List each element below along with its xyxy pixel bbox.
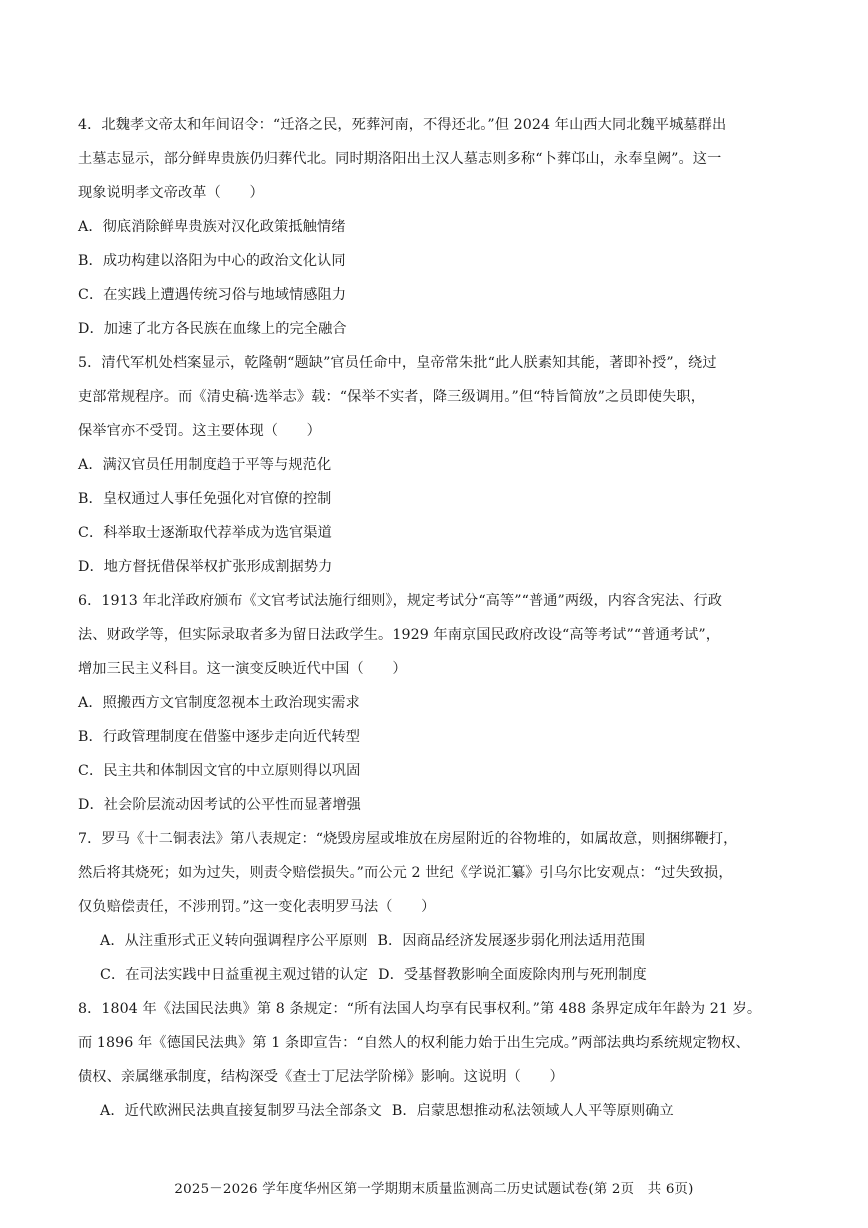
option-a: A．满汉官员任用制度趋于平等与规范化 bbox=[78, 457, 332, 473]
option-d: D．受基督教影响全面废除肉刑与死刑制度 bbox=[378, 967, 647, 983]
question-list bbox=[78, 108, 790, 1128]
question-stem-line: 4．北魏孝文帝太和年间诏令：“迁洛之民，死葬河南，不得还北。”但 2024 年山西大同北魏平城墓群出 bbox=[78, 117, 727, 133]
question-stem-line: 保举官亦不受罚。这主要体现（ ） bbox=[78, 423, 321, 439]
option-row bbox=[78, 924, 790, 958]
question-stem-line: 8．1804 年《法国民法典》第 8 条规定：“所有法国人均享有民事权利。”第 488 条界定成年年龄为 21 岁。 bbox=[78, 1001, 762, 1017]
option-a: A．彻底消除鲜卑贵族对汉化政策抵触情绪 bbox=[78, 219, 346, 235]
option-b: B．成功构建以洛阳为中心的政治文化认同 bbox=[78, 253, 346, 269]
option-a: A．照搬西方文官制度忽视本土政治现实需求 bbox=[78, 695, 360, 711]
question-stem-line: 7．罗马《十二铜表法》第八表规定：“烧毁房屋或堆放在房屋附近的谷物堆的，如属故意，则捆绑鞭打， bbox=[78, 831, 738, 847]
question-stem-line: 土墓志显示，部分鲜卑贵族仍归葬代北。同时期洛阳出土汉人墓志则多称“卜葬邙山，永奉皇阙”。这一 bbox=[78, 151, 722, 167]
option-d: D．加速了北方各民族在血缘上的完全融合 bbox=[78, 321, 347, 337]
option-c: C．科举取士逐渐取代荐举成为选官渠道 bbox=[78, 525, 332, 541]
question-6 bbox=[78, 584, 790, 822]
question-stem-line: 然后将其烧死；如为过失，则责令赔偿损失。”而公元 2 世纪《学说汇纂》引乌尔比安观点：“过失致损， bbox=[78, 865, 733, 881]
option-d: D．社会阶层流动因考试的公平性而显著增强 bbox=[78, 797, 361, 813]
question-stem-line: 现象说明孝文帝改革（ ） bbox=[78, 185, 264, 201]
option-b: B．行政管理制度在借鉴中逐步走向近代转型 bbox=[78, 729, 360, 745]
option-a: A．从注重形式正义转向强调程序公平原则 bbox=[100, 933, 368, 949]
option-row bbox=[78, 1094, 790, 1128]
page-footer: 2025－2026 学年度华州区第一学期期末质量监测高二历史试题试卷(第 2页 共 6页) bbox=[174, 1182, 694, 1197]
question-stem-line: 吏部常规程序。而《清史稿·选举志》载：“保举不实者，降三级调用。”但“特旨简放”之员即使失职， bbox=[78, 389, 705, 405]
question-stem-line: 增加三民主义科目。这一演变反映近代中国（ ） bbox=[78, 661, 407, 677]
option-b: B．皇权通过人事任免强化对官僚的控制 bbox=[78, 491, 332, 507]
option-c: C．在实践上遭遇传统习俗与地域情感阻力 bbox=[78, 287, 347, 303]
question-stem-line: 债权、亲属继承制度，结构深受《查士丁尼法学阶梯》影响。这说明（ ） bbox=[78, 1069, 564, 1085]
question-stem-line: 6．1913 年北洋政府颁布《文官考试法施行细则》，规定考试分“高等”“普通”两级，内容含宪法、行政 bbox=[78, 593, 723, 609]
question-8 bbox=[78, 992, 790, 1128]
option-d: D．地方督抚借保举权扩张形成割据势力 bbox=[78, 559, 333, 575]
question-stem-line: 5．清代军机处档案显示，乾隆朝“题缺”官员任命中，皇帝常朱批“此人朕素知其能，著即补授”，绕过 bbox=[78, 355, 717, 371]
option-row bbox=[78, 958, 790, 992]
option-b: B．因商品经济发展逐步弱化刑法适用范围 bbox=[377, 933, 646, 949]
question-stem-line: 法、财政学等，但实际录取者多为留日法政学生。1929 年南京国民政府改设“高等考试”“普通考试”， bbox=[78, 627, 721, 643]
option-c: C．在司法实践中日益重视主观过错的认定 bbox=[100, 967, 369, 983]
question-5 bbox=[78, 346, 790, 584]
question-4 bbox=[78, 108, 790, 346]
option-c: C．民主共和体制因文官的中立原则得以巩固 bbox=[78, 763, 361, 779]
question-stem-line: 仅负赔偿责任，不涉刑罚。”这一变化表明罗马法（ ） bbox=[78, 899, 436, 915]
question-7 bbox=[78, 822, 790, 992]
question-stem-line: 而 1896 年《德国民法典》第 1 条即宣告：“自然人的权利能力始于出生完成。”两部法典均系统规定物权、 bbox=[78, 1035, 750, 1051]
option-b: B．启蒙思想推动私法领域人人平等原则确立 bbox=[391, 1103, 674, 1119]
option-a: A．近代欧洲民法典直接复制罗马法全部条文 bbox=[100, 1103, 382, 1119]
